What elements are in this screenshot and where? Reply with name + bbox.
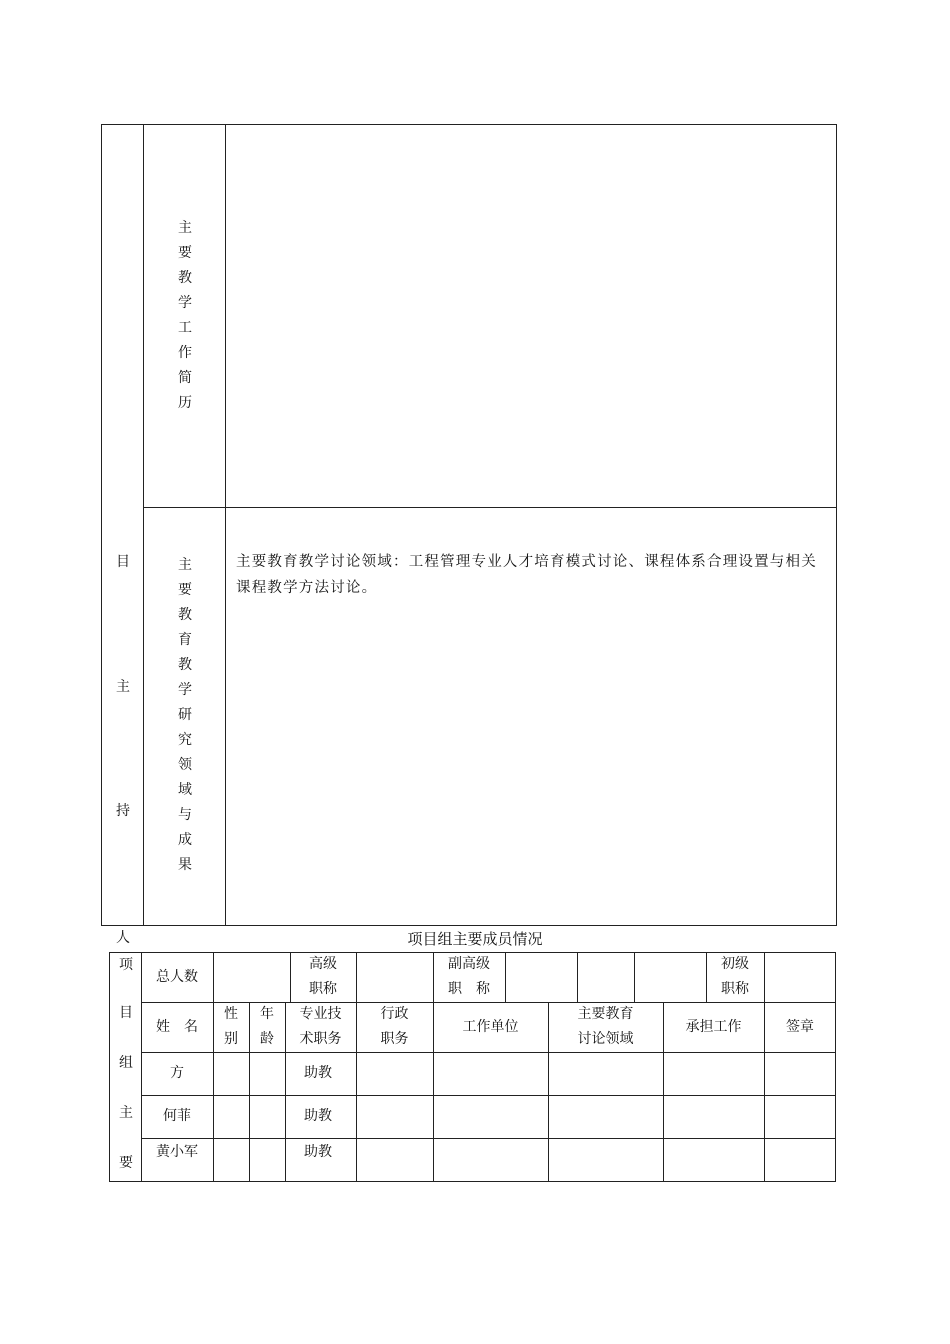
- research-field-content[interactable]: 主要教育教学讨论领域：工程管理专业人才培育模式讨论、课程体系合理设置与相关课程教学方法讨论。: [236, 554, 817, 596]
- member-3-work-unit[interactable]: [433, 1138, 548, 1182]
- header-signature: 签章: [786, 1018, 814, 1035]
- member-2-tech-title[interactable]: 助教: [304, 1108, 332, 1124]
- outer-label-char-3: 持: [116, 803, 130, 819]
- summary-extra-cell-2[interactable]: [634, 952, 706, 1002]
- header-task: 承担工作: [685, 1018, 742, 1035]
- team-side-label-3: 组: [119, 1055, 133, 1071]
- header-name: 姓 名: [156, 1018, 198, 1035]
- member-2-gender[interactable]: [213, 1095, 249, 1138]
- team-section-title: 项目组主要成员情况: [407, 930, 543, 948]
- member-1-task[interactable]: [663, 1052, 764, 1095]
- upper-col-divider-2: [225, 124, 226, 926]
- member-3-gender[interactable]: [213, 1138, 249, 1182]
- member-2-signature[interactable]: [764, 1095, 836, 1138]
- outer-label-char-2: 主: [116, 679, 130, 695]
- member-1-name[interactable]: 方: [170, 1065, 184, 1081]
- team-side-label-5: 要: [119, 1155, 133, 1171]
- member-1-gender[interactable]: [213, 1052, 249, 1095]
- member-2-research-field[interactable]: [548, 1095, 663, 1138]
- header-research-field: 主要教育 讨论领域: [577, 1006, 634, 1047]
- member-2-name[interactable]: 何菲: [163, 1108, 191, 1124]
- total-count-label: 总人数: [156, 968, 198, 985]
- upper-col-divider-1: [143, 124, 144, 926]
- member-1-signature[interactable]: [764, 1052, 836, 1095]
- header-gender: 性 别: [224, 1006, 238, 1047]
- member-1-tech-title[interactable]: 助教: [304, 1065, 332, 1081]
- member-2-work-unit[interactable]: [433, 1095, 548, 1138]
- summary-extra-cell-1[interactable]: [577, 952, 634, 1002]
- member-3-task[interactable]: [663, 1138, 764, 1182]
- member-3-name[interactable]: 黄小军: [156, 1143, 198, 1160]
- member-2-age[interactable]: [249, 1095, 285, 1138]
- research-field-label: 主 要 教 育 教 学 研 究 领 域 与 成 果: [178, 557, 192, 873]
- junior-title-label: 初级 职称: [721, 956, 749, 997]
- teaching-resume-content[interactable]: [236, 140, 826, 490]
- member-1-research-field[interactable]: [548, 1052, 663, 1095]
- senior-title-label: 高级 职称: [309, 956, 337, 997]
- vice-senior-title-value[interactable]: [505, 952, 577, 1002]
- team-side-label-2: 目: [119, 1005, 133, 1021]
- vice-senior-title-label: 副高级 职 称: [448, 956, 490, 997]
- header-work-unit: 工作单位: [462, 1018, 519, 1035]
- upper-row-divider: [143, 507, 837, 508]
- member-3-tech-title[interactable]: 助教: [304, 1143, 332, 1160]
- member-1-admin-post[interactable]: [356, 1052, 433, 1095]
- member-3-admin-post[interactable]: [356, 1138, 433, 1182]
- header-tech-title: 专业技 术职务: [299, 1006, 342, 1047]
- team-side-label-4: 主: [119, 1105, 133, 1121]
- member-3-age[interactable]: [249, 1138, 285, 1182]
- member-1-work-unit[interactable]: [433, 1052, 548, 1095]
- senior-title-value[interactable]: [356, 952, 433, 1002]
- header-age: 年 龄: [260, 1006, 274, 1047]
- outer-label-char-4: 人: [116, 930, 130, 946]
- junior-title-value[interactable]: [764, 952, 836, 1002]
- member-3-signature[interactable]: [764, 1138, 836, 1182]
- member-3-research-field[interactable]: [548, 1138, 663, 1182]
- header-admin-post: 行政 职务: [380, 1006, 409, 1047]
- outer-label-char-1: 目: [116, 554, 130, 570]
- team-side-label-1: 项: [119, 957, 133, 973]
- member-1-age[interactable]: [249, 1052, 285, 1095]
- member-2-admin-post[interactable]: [356, 1095, 433, 1138]
- total-count-value[interactable]: [213, 952, 290, 1002]
- member-2-task[interactable]: [663, 1095, 764, 1138]
- teaching-resume-label: 主 要 教 学 工 作 简 历: [178, 220, 192, 411]
